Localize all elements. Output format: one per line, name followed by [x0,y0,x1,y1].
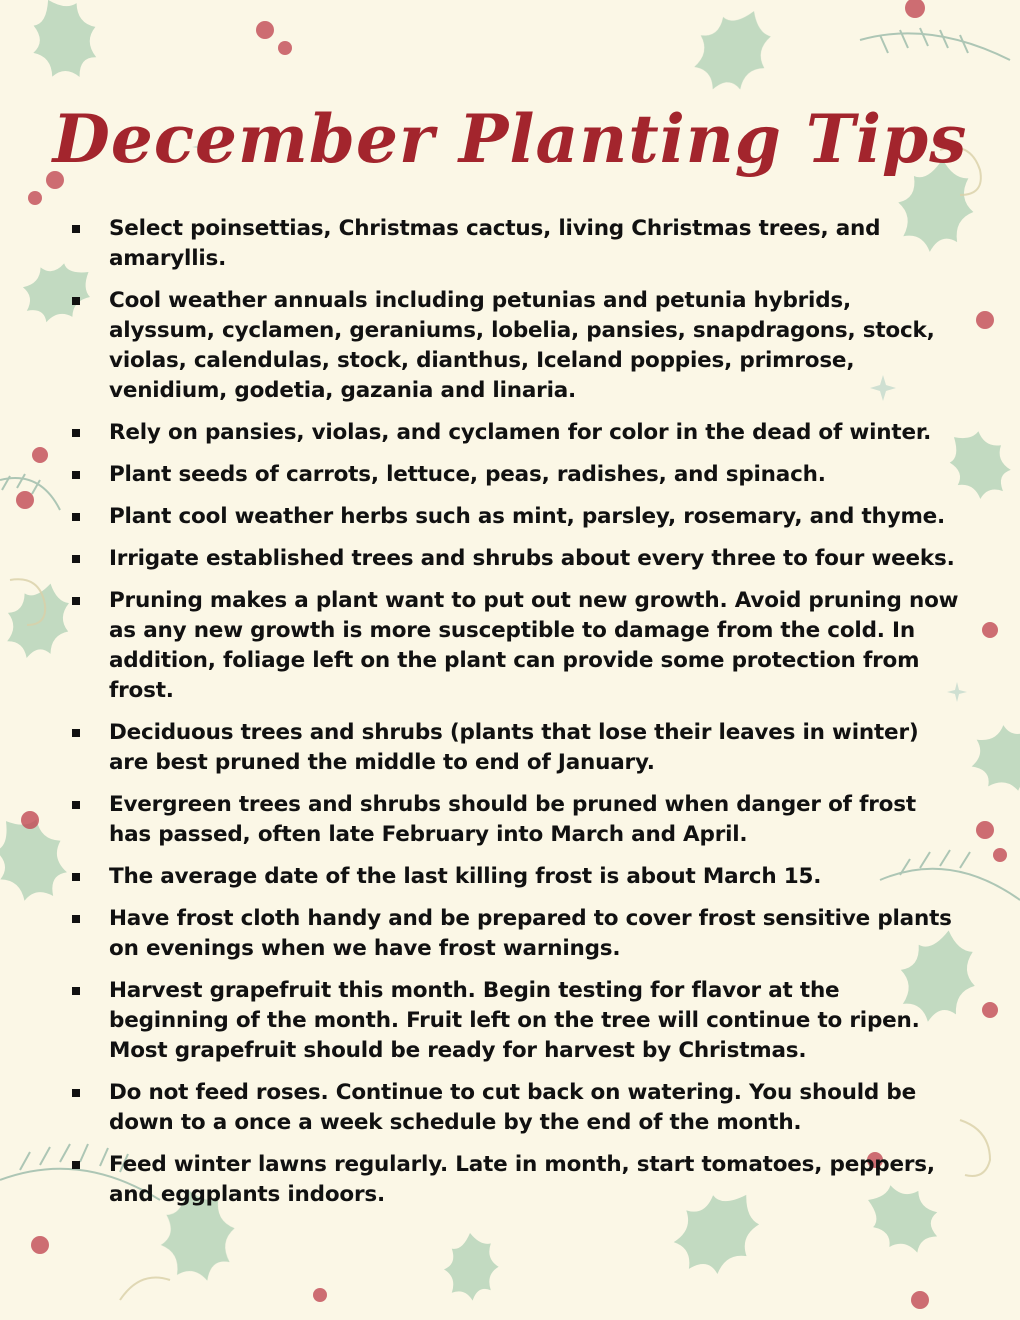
list-item [70,1150,960,1210]
list-item [70,718,960,778]
bullet-icon [72,597,80,605]
list-item [70,418,960,448]
bullet-icon [72,915,80,923]
list-item [70,502,960,532]
bullet-icon [72,873,80,881]
bullet-icon [72,297,80,305]
bullet-icon [72,513,80,521]
list-item [70,904,960,964]
tip-text: Pruning makes a plant want to put out new growth. Avoid pruning now as any new growth is more susceptible to damage from the cold. In addition, foliage left on the plant can provide some protection from frost. [109,588,959,703]
list-item [70,790,960,850]
tip-text: Feed winter lawns regularly. Late in month, start tomatoes, peppers, and eggplants indoors. [109,1152,935,1207]
list-item [70,460,960,490]
bullet-icon [72,225,80,233]
tip-text: Plant cool weather herbs such as mint, parsley, rosemary, and thyme. [109,504,946,529]
list-item [70,214,960,274]
tip-text: Deciduous trees and shrubs (plants that lose their leaves in winter) are best pruned the middle to end of January. [109,720,919,775]
list-item [70,286,960,406]
bullet-icon [72,987,80,995]
tip-text: Harvest grapefruit this month. Begin testing for flavor at the beginning of the month. Fruit left on the tree will continue to ripen. Most grapefruit should be ready for harvest by Christmas. [109,978,920,1063]
tip-text: Plant seeds of carrots, lettuce, peas, radishes, and spinach. [109,462,826,487]
list-item [70,544,960,574]
tip-text: Have frost cloth handy and be prepared to cover frost sensitive plants on evenings when we have frost warnings. [109,906,952,961]
list-item [70,862,960,892]
bullet-icon [72,555,80,563]
bullet-icon [72,1161,80,1169]
tip-text: Rely on pansies, violas, and cyclamen for color in the dead of winter. [109,420,932,445]
bullet-icon [72,729,80,737]
list-item [70,976,960,1066]
list-item [70,586,960,706]
tip-text: Evergreen trees and shrubs should be pruned when danger of frost has passed, often late February into March and April. [109,792,916,847]
tips-list [70,214,960,1222]
tip-text: The average date of the last killing frost is about March 15. [109,864,822,889]
tip-text: Cool weather annuals including petunias and petunia hybrids, alyssum, cyclamen, geraniums, lobelia, pansies, snapdragons, stock, violas, calendulas, stock, dianthus, Iceland poppies, primrose, venidium, godetia, gazania and linaria. [109,288,935,403]
bullet-icon [72,429,80,437]
list-item [70,1078,960,1138]
bullet-icon [72,471,80,479]
tip-text: Select poinsettias, Christmas cactus, living Christmas trees, and amaryllis. [109,216,881,271]
page-title: December Planting Tips [52,100,968,178]
bullet-icon [72,1089,80,1097]
tip-text: Do not feed roses. Continue to cut back on watering. You should be down to a once a week schedule by the end of the month. [109,1080,916,1135]
bullet-icon [72,801,80,809]
tip-text: Irrigate established trees and shrubs about every three to four weeks. [109,546,955,571]
